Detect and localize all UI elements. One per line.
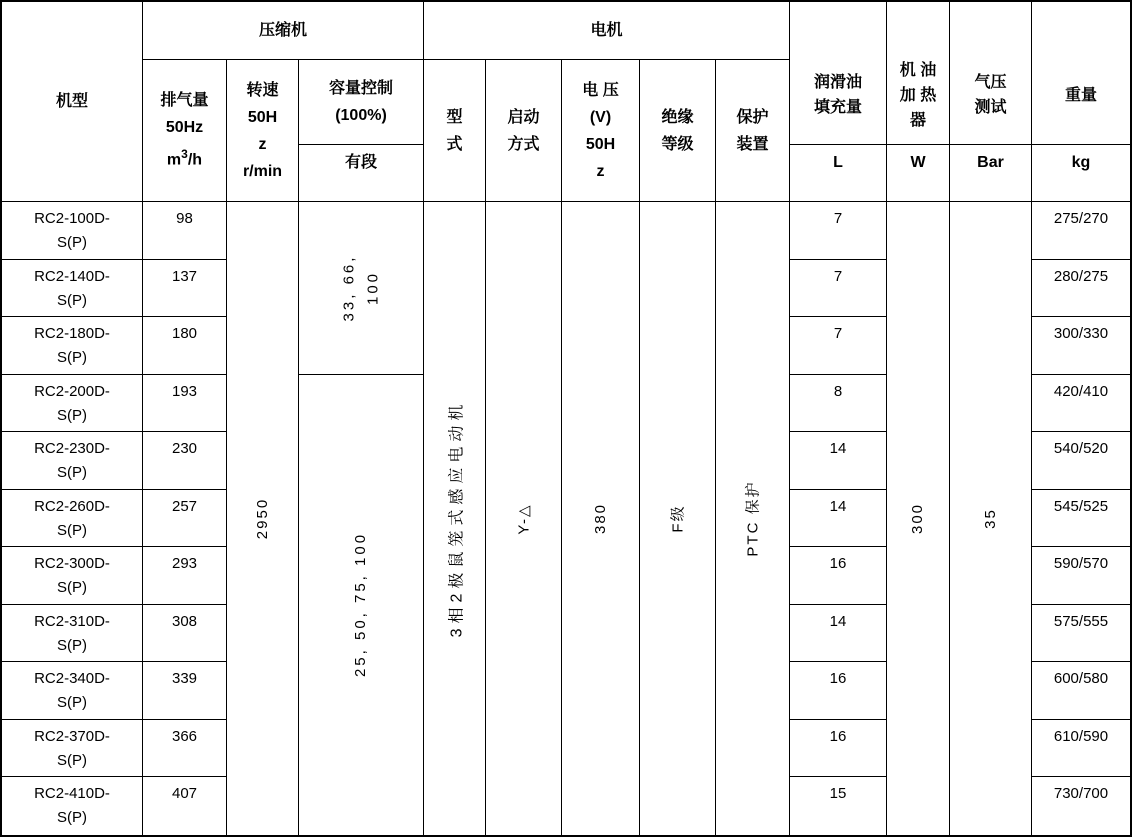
- capacity-control-bottom-value: 25, 50, 75, 100: [352, 532, 370, 678]
- speed-label: 转速: [246, 81, 279, 99]
- displacement-value: 98: [176, 210, 193, 227]
- displacement-value: 366: [171, 727, 198, 745]
- capacity-control-percent: (100%): [335, 107, 387, 124]
- model-cell: [2, 432, 143, 490]
- weight-cell: [1032, 605, 1130, 663]
- motor-type-label-2: 式: [446, 135, 463, 153]
- weight-value: 730/700: [1053, 785, 1109, 803]
- header-cell-displacement: [143, 60, 227, 202]
- displacement-cell: [143, 490, 227, 548]
- model-value: RC2-340D-S(P): [34, 670, 110, 712]
- oil-charge-cell: [790, 547, 887, 605]
- speed-freq-2: z: [258, 135, 267, 153]
- model-cell: [2, 317, 143, 375]
- weight-cell: [1032, 777, 1130, 835]
- displacement-cell: [143, 547, 227, 605]
- oil-charge-cell: [790, 432, 887, 490]
- insulation-merged-cell: [640, 202, 716, 835]
- start-mode-label-2: 方式: [507, 135, 540, 153]
- model-value: RC2-370D-S(P): [34, 727, 110, 769]
- header-cell-motor-type: [424, 60, 486, 202]
- oil-charge-value: 14: [829, 612, 847, 630]
- displacement-value: 230: [171, 440, 198, 458]
- oil-charge-label-1: 润滑油: [813, 74, 862, 91]
- weight-value: 575/555: [1053, 612, 1109, 630]
- header-cell-capacity-control: [299, 60, 424, 145]
- speed-merged-cell: [227, 202, 299, 835]
- pressure-test-merged-cell: [950, 202, 1032, 835]
- header-cell-insulation: [640, 60, 716, 202]
- unit-cell-weight: [1032, 145, 1130, 202]
- weight-value: 610/590: [1053, 727, 1109, 745]
- weight-cell: [1032, 720, 1130, 778]
- insulation-value: F级: [669, 504, 687, 533]
- displacement-value: 257: [171, 497, 198, 515]
- voltage-value: 380: [592, 502, 609, 535]
- oil-charge-value: 14: [829, 497, 847, 515]
- oil-heater-unit: W: [910, 154, 926, 171]
- displacement-cell: [143, 260, 227, 318]
- oil-charge-unit: L: [833, 154, 843, 171]
- oil-charge-value: 8: [833, 382, 843, 400]
- displacement-cell: [143, 605, 227, 663]
- oil-charge-cell: [790, 490, 887, 548]
- displacement-cell: [143, 720, 227, 778]
- model-cell: [2, 490, 143, 548]
- weight-unit: kg: [1071, 154, 1091, 171]
- displacement-value: 137: [171, 267, 198, 285]
- unit-cell-pressure-test: [950, 145, 1032, 202]
- model-value: RC2-300D-S(P): [34, 555, 110, 597]
- pressure-test-label-2: 测试: [974, 99, 1007, 116]
- pressure-test-label-1: 气压: [974, 74, 1007, 91]
- unit-cell-oil-heater: [887, 145, 950, 202]
- capacity-control-top-value: 33, 66, 100: [340, 254, 381, 322]
- model-cell: [2, 605, 143, 663]
- model-cell: [2, 662, 143, 720]
- voltage-freq-1: 50H: [585, 135, 616, 153]
- weight-value: 545/525: [1053, 497, 1109, 515]
- displacement-cell: [143, 662, 227, 720]
- capacity-stepped-label: 有段: [344, 154, 377, 171]
- group-header-compressor: [143, 2, 424, 60]
- weight-cell: [1032, 317, 1130, 375]
- start-mode-value: Y-△: [515, 502, 533, 535]
- oil-heater-label-3: 器: [909, 111, 926, 129]
- header-cell-oil-heater: [887, 2, 950, 145]
- oil-charge-cell: [790, 375, 887, 433]
- model-value: RC2-200D-S(P): [34, 382, 110, 424]
- displacement-cell: [143, 777, 227, 835]
- oil-heater-merged-cell: [887, 202, 950, 835]
- speed-freq-1: 50H: [247, 108, 278, 126]
- oil-charge-label-2: 填充量: [813, 99, 862, 116]
- oil-charge-value: 16: [829, 555, 847, 573]
- weight-cell: [1032, 662, 1130, 720]
- model-cell: [2, 375, 143, 433]
- displacement-cell: [143, 202, 227, 260]
- weight-value: 300/330: [1053, 325, 1109, 343]
- oil-charge-value: 7: [833, 325, 843, 343]
- oil-charge-cell: [790, 260, 887, 318]
- header-cell-voltage: [562, 60, 640, 202]
- weight-cell: [1032, 375, 1130, 433]
- insulation-label-2: 等级: [661, 135, 694, 153]
- displacement-value: 293: [171, 555, 198, 573]
- model-value: RC2-230D-S(P): [34, 440, 110, 482]
- displacement-value: 308: [171, 612, 198, 630]
- header-cell-protection: [716, 60, 790, 202]
- oil-charge-cell: [790, 777, 887, 835]
- oil-charge-value: 16: [829, 670, 847, 688]
- oil-charge-cell: [790, 605, 887, 663]
- protection-merged-cell: [716, 202, 790, 835]
- oil-charge-cell: [790, 317, 887, 375]
- oil-charge-value: 7: [833, 210, 843, 227]
- oil-charge-value: 14: [829, 440, 847, 458]
- model-value: RC2-410D-S(P): [34, 785, 110, 827]
- oil-charge-cell: [790, 202, 887, 260]
- oil-charge-value: 15: [829, 785, 847, 803]
- weight-label: 重量: [1064, 86, 1097, 104]
- oil-heater-value: 300: [909, 502, 927, 535]
- displacement-cell: [143, 375, 227, 433]
- header-cell-oil-charge: [790, 2, 887, 145]
- model-value: RC2-260D-S(P): [34, 497, 110, 539]
- group-header-motor: [424, 2, 790, 60]
- displacement-label: 排气量: [160, 92, 209, 110]
- voltage-freq-2: z: [596, 162, 605, 180]
- model-value: RC2-180D-S(P): [34, 325, 110, 367]
- header-cell-speed: [227, 60, 299, 202]
- speed-merged-value: 2950: [254, 497, 271, 540]
- weight-cell: [1032, 490, 1130, 548]
- model-cell: [2, 777, 143, 835]
- weight-value: 540/520: [1053, 440, 1109, 458]
- oil-charge-value: 16: [829, 727, 847, 745]
- protection-value: PTC 保护: [745, 480, 763, 557]
- model-cell: [2, 260, 143, 318]
- displacement-value: 339: [171, 670, 198, 688]
- displacement-freq: 50Hz: [165, 119, 204, 137]
- voltage-label: 电 压: [582, 81, 619, 99]
- oil-charge-value: 7: [833, 267, 843, 285]
- pressure-test-unit: Bar: [977, 154, 1004, 171]
- displacement-cell: [143, 317, 227, 375]
- header-cell-model: [2, 2, 143, 202]
- motor-type-label-1: 型: [446, 108, 463, 126]
- weight-value: 600/580: [1053, 670, 1109, 688]
- capacity-control-top-cell: [299, 202, 424, 375]
- displacement-cell: [143, 432, 227, 490]
- oil-heater-label-2: 加 热: [899, 86, 937, 104]
- displacement-value: 193: [171, 382, 198, 400]
- header-cell-start-mode: [486, 60, 562, 202]
- displacement-value: 180: [171, 325, 198, 343]
- start-mode-label-1: 启动: [507, 108, 540, 126]
- capacity-control-bottom-cell: [299, 375, 424, 835]
- header-model-label: 机型: [55, 93, 88, 110]
- superscript-3: 3: [181, 147, 188, 162]
- weight-value: 590/570: [1053, 555, 1109, 573]
- weight-value: 280/275: [1053, 267, 1109, 285]
- model-value: RC2-140D-S(P): [34, 267, 110, 309]
- weight-value: 420/410: [1053, 382, 1109, 400]
- unit-cell-oil-charge: [790, 145, 887, 202]
- protection-label-1: 保护: [736, 108, 769, 126]
- weight-value: 275/270: [1053, 210, 1109, 227]
- model-value: RC2-100D-S(P): [34, 210, 110, 251]
- model-cell: [2, 720, 143, 778]
- weight-cell: [1032, 432, 1130, 490]
- voltage-unit: (V): [589, 108, 612, 126]
- oil-charge-cell: [790, 662, 887, 720]
- oil-heater-label-1: 机 油: [899, 61, 937, 79]
- weight-cell: [1032, 260, 1130, 318]
- displacement-value: 407: [171, 785, 198, 803]
- group-motor-label: 电机: [590, 22, 623, 39]
- displacement-unit: $m^3/h$: [166, 147, 203, 169]
- weight-cell: [1032, 547, 1130, 605]
- speed-unit: r/min: [242, 162, 283, 180]
- header-cell-capacity-stepped: [299, 145, 424, 202]
- capacity-control-label: 容量控制: [328, 80, 393, 97]
- model-value: RC2-310D-S(P): [34, 612, 110, 654]
- pressure-test-value: 35: [982, 508, 999, 529]
- protection-label-2: 装置: [736, 135, 769, 153]
- header-cell-weight: [1032, 2, 1130, 145]
- motor-type-value: 3相2极鼠笼式感应电动机: [448, 399, 465, 638]
- header-cell-pressure-test: [950, 2, 1032, 145]
- motor-type-merged-cell: [424, 202, 486, 835]
- model-cell: [2, 202, 143, 260]
- oil-charge-cell: [790, 720, 887, 778]
- start-mode-merged-cell: [486, 202, 562, 835]
- weight-cell: [1032, 202, 1130, 260]
- group-compressor-label: 压缩机: [258, 22, 307, 39]
- voltage-merged-cell: [562, 202, 640, 835]
- model-cell: [2, 547, 143, 605]
- insulation-label-1: 绝缘: [661, 108, 694, 126]
